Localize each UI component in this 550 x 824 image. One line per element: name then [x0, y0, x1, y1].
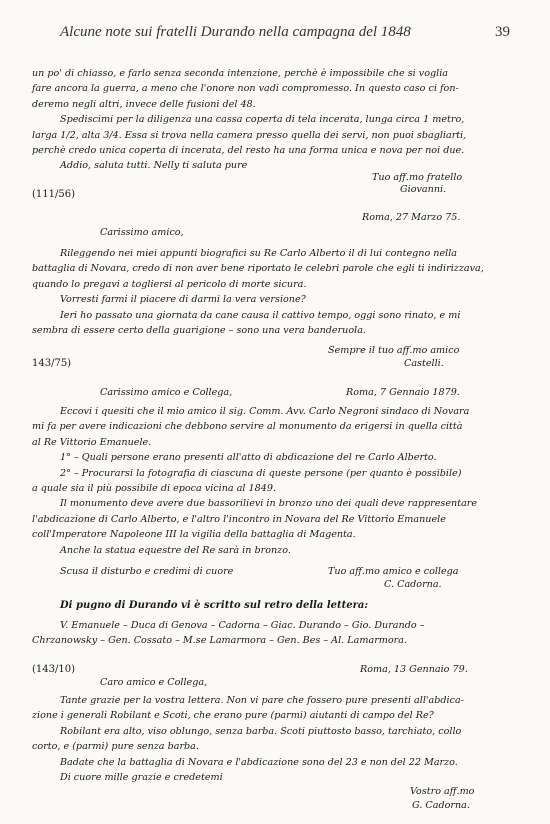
text-line: Robilant era alto, viso oblungo, senza barba. Scoti piuttosto basso, tarchiato, collo	[60, 725, 462, 737]
text-line: zione i generali Robilant e Scoti, che erano pure (parmi) aiutanti di campo del Re?	[32, 710, 434, 722]
text-line: coll'Imperatore Napoleone III la vigilia della battaglia di Magenta.	[32, 529, 356, 541]
note-names	[32, 618, 512, 649]
text-line: Chrzanowsky – Gen. Cossato – M.se Lamarmora – Gen. Bes – Al. Lamarmora.	[32, 635, 408, 647]
letter3-signature: C. Cadorna.	[384, 579, 442, 590]
letter1-reference: (111/56)	[32, 189, 75, 200]
letter1-signoff: Tuo aff.mo fratello	[372, 172, 463, 183]
letter3-signoff: Tuo aff.mo amico e collega	[328, 566, 459, 577]
text-line: 1° – Quali persone erano presenti all'atto di abdicazione del re Carlo Alberto.	[60, 452, 437, 464]
text-line: perchè credo unica coperta di incerata, del resto ha una forma unica e nova per noi due.	[32, 145, 465, 157]
letter3-closing: Scusa il disturbo e credimi di cuore	[60, 566, 234, 577]
text-line: Di cuore mille grazie e credetemi	[60, 772, 223, 784]
text-line: 2° – Procurarsi la fotografia di ciascuna di queste persone (per quanto è possibile)	[60, 467, 462, 479]
text-line: corto, e (parmi) pure senza barba.	[32, 741, 199, 753]
text-line: Anche la statua equestre del Re sarà in bronzo.	[60, 544, 291, 556]
text-line: quando lo pregavi a togliersi al pericolo di morte sicura.	[32, 278, 307, 290]
letter2-signature: Castelli.	[404, 358, 444, 369]
text-line: Il monumento deve avere due bassorilievi in bronzo uno dei quali deve rappresentare	[60, 498, 478, 510]
text-line: Addio, saluta tutti. Nelly ti saluta pure	[60, 160, 248, 172]
text-line: l'abdicazione di Carlo Alberto, e l'altro l'incontro in Novara del Re Vittorio Emanuele	[32, 513, 446, 525]
letter4-signoff: Vostro aff.mo	[410, 786, 475, 797]
letter2-place-date: Roma, 27 Marzo 75.	[362, 212, 461, 223]
text-line: Tante grazie per la vostra lettera. Non vi pare che fossero pure presenti all'abdica-	[60, 695, 464, 706]
note-heading: Di pugno di Durando vi è scritto sul retro della lettera:	[60, 600, 369, 611]
letter2-reference: 143/75)	[32, 358, 72, 369]
running-header	[60, 24, 510, 41]
header-title: Alcune note sui fratelli Durando nella campagna del 1848	[60, 24, 411, 40]
letter1-signature: Giovanni.	[400, 184, 447, 195]
letter2-signoff: Sempre il tuo aff.mo amico	[328, 345, 460, 356]
letter4-salutation: Caro amico e Collega,	[100, 677, 208, 688]
text-line: al Re Vittorio Emanuele.	[32, 436, 152, 448]
text-line: Vorresti farmi il piacere di darmi la vera versione?	[60, 294, 306, 306]
letter3-place-date: Roma, 7 Gennaio 1879.	[346, 387, 460, 398]
text-line: Eccovi i quesiti che il mio amico il sig. Comm. Avv. Carlo Negroni sindaco di Novara	[60, 406, 470, 417]
text-line: sembra di essere certo della guarigione – sono una vera banderuola.	[32, 325, 366, 337]
letter4-signature: G. Cadorna.	[412, 800, 470, 811]
text-line: deremo negli altri, invece delle fusioni del 48.	[32, 98, 256, 110]
letter1-continuation	[32, 66, 512, 174]
letter3-body	[32, 404, 512, 558]
text-line: mi fa per avere indicazioni che debbono servire al monumento da erigersi in quella città	[32, 421, 463, 433]
letter3-salutation: Carissimo amico e Collega,	[100, 387, 233, 398]
letter4-reference: (143/10)	[32, 664, 75, 675]
text-line: fare ancora la guerra, a meno che l'onore non vadi compromesso. In questo caso ci fon-	[32, 83, 459, 95]
letter4-place-date: Roma, 13 Gennaio 79.	[360, 664, 468, 675]
letter2-body	[32, 246, 512, 338]
letter4-body	[32, 693, 512, 785]
text-line: Badate che la battaglia di Novara e l'abdicazione sono del 23 e non del 22 Marzo.	[60, 756, 458, 768]
letter2-salutation: Carissimo amico,	[100, 227, 184, 238]
text-line: larga 1/2, alta 3/4. Essa si trova nella camera presso quella dei servi, non puoi sbagliarti,	[32, 129, 467, 141]
text-line: Ieri ho passato una giornata da cane causa il cattivo tempo, oggi sono rinato, e mi	[60, 309, 461, 321]
text-line: battaglia di Novara, credo di non aver bene riportato le celebri parole che egli ti indirizzava,	[32, 263, 484, 275]
page-number: 39	[495, 24, 510, 40]
text-line: V. Emanuele – Duca di Genova – Cadorna – Giac. Durando – Gio. Durando –	[60, 620, 425, 631]
text-line: Rileggendo nei miei appunti biografici su Re Carlo Alberto il di lui contegno nella	[60, 248, 457, 259]
text-line: Spediscimi per la diligenza una cassa coperta di tela incerata, lunga circa 1 metro,	[60, 114, 465, 126]
text-line: a quale sia il più possibile di epoca vicina al 1849.	[32, 483, 277, 495]
text-line: un po' di chiasso, e farlo senza seconda intenzione, perchè è impossibile che si voglia	[32, 68, 448, 79]
